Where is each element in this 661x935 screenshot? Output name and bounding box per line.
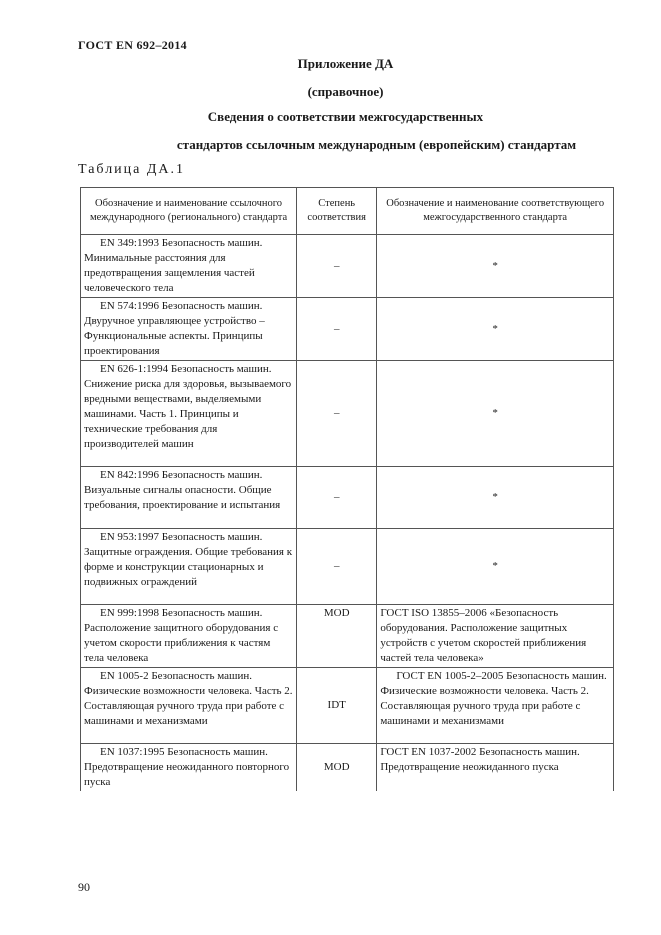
table-row xyxy=(81,605,614,668)
degree-cell: – xyxy=(297,529,377,605)
section-title-line-1: Сведения о соответствии межгосударственных xyxy=(207,109,484,124)
header-gost-standard: Обозначение и наименование соответствующего межгосударственного стандарта xyxy=(377,188,614,235)
ref-standard-cell: EN 842:1996 Безопасность машин. Визуальные сигналы опасности. Общие требования, проектирование и испытания xyxy=(81,467,297,529)
ref-standard-cell: EN 574:1996 Безопасность машин. Двуручное управляющее устройство – Функциональные аспекты. Принципы проектирования xyxy=(81,298,297,361)
header-reference-standard: Обозначение и наименование ссылочного международного (регионального) стандарта xyxy=(81,188,297,235)
header-degree: Степень соответствия xyxy=(297,188,377,235)
gost-standard-cell: ГОСТ EN 1005-2–2005 Безопасность машин. Физические возможности человека. Часть 2. Составляющая ручного труда при работе с машинами и механизмами xyxy=(377,668,614,744)
gost-standard-cell: ГОСТ EN 1037-2002 Безопасность машин. Предотвращение неожиданного пуска xyxy=(377,744,614,792)
ref-standard-cell: EN 999:1998 Безопасность машин. Расположение защитного оборудования с учетом скорости приближения к частям тела человека xyxy=(81,605,297,668)
table-row xyxy=(81,298,614,361)
ref-standard-cell: EN 1037:1995 Безопасность машин. Предотвращение неожиданного повторного пуска xyxy=(81,744,297,792)
table-row xyxy=(81,467,614,529)
table-row xyxy=(81,529,614,605)
gost-standard-cell: * xyxy=(377,361,614,467)
degree-cell: – xyxy=(297,298,377,361)
table-caption: Таблица ДА.1 xyxy=(78,162,186,177)
ref-standard-cell: EN 1005-2 Безопасность машин. Физические возможности человека. Часть 2. Составляющая ручного труда при работе с машинами и механизмами xyxy=(81,668,297,744)
ref-standard-cell: EN 953:1997 Безопасность машин. Защитные ограждения. Общие требования к форме и конструкции стационарных и подвижных ограждений xyxy=(81,529,297,605)
gost-standard-cell: * xyxy=(377,235,614,298)
ref-standard-cell: EN 349:1993 Безопасность машин. Минимальные расстояния для предотвращения защемления частей человеческого тела xyxy=(81,235,297,298)
degree-cell: MOD xyxy=(297,605,377,668)
degree-cell: IDT xyxy=(297,668,377,744)
gost-standard-cell: ГОСТ ISO 13855–2006 «Безопасность оборудования. Расположение защитных устройств с учетом скоростей приближения частей тела человека» xyxy=(377,605,614,668)
degree-cell: – xyxy=(297,467,377,529)
gost-standard-cell: * xyxy=(377,467,614,529)
table-row xyxy=(81,668,614,744)
table-row xyxy=(81,361,614,467)
section-title-line-2: стандартов ссылочным международным (европейским) стандартам xyxy=(176,137,577,152)
gost-standard-cell: * xyxy=(377,529,614,605)
degree-cell: MOD xyxy=(297,744,377,792)
page-number: 90 xyxy=(78,880,90,894)
degree-cell: – xyxy=(297,361,377,467)
appendix-reference-note: (справочное) xyxy=(307,84,384,99)
table-header-row xyxy=(81,188,614,235)
standard-id: ГОСТ EN 692–2014 xyxy=(78,38,187,52)
ref-standard-cell: EN 626-1:1994 Безопасность машин. Снижение риска для здоровья, вызываемого вредными веществами, выделяемыми машинами. Часть 1. Принципы и технические требования для производителей машин xyxy=(81,361,297,467)
gost-standard-cell: * xyxy=(377,298,614,361)
correspondence-table xyxy=(80,187,614,791)
degree-cell: – xyxy=(297,235,377,298)
table-row xyxy=(81,744,614,792)
table-row xyxy=(81,235,614,298)
appendix-title: Приложение ДА xyxy=(297,56,394,71)
